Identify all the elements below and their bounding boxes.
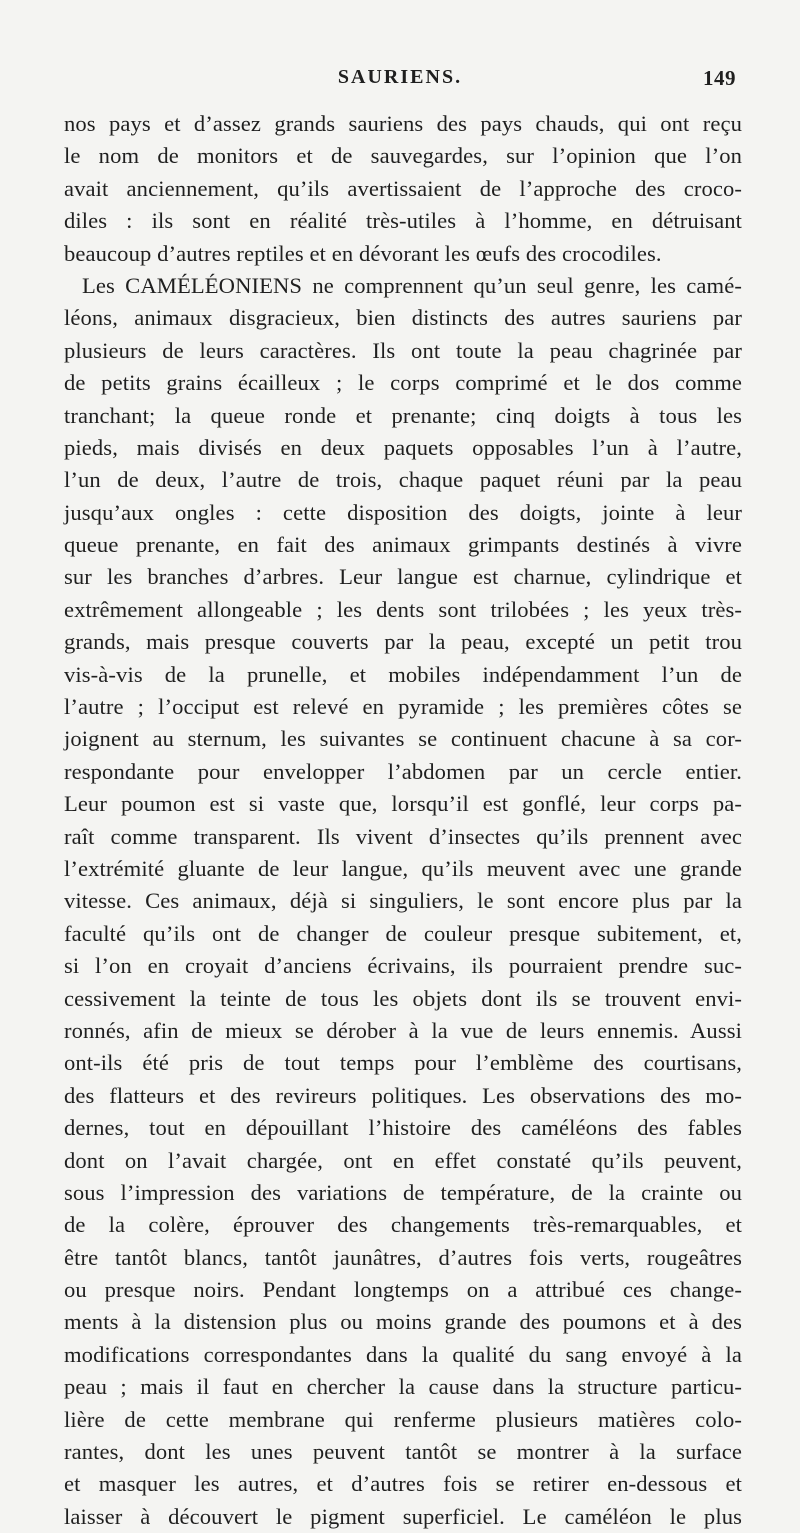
text-line: sur les branches d’arbres. Leur langue est charnue, cylindrique et <box>64 564 742 590</box>
text-line: plusieurs de leurs caractères. Ils ont toute la peau chagrinée par <box>64 337 742 363</box>
text-line: raît comme transparent. Ils vivent d’insectes qu’ils prennent avec <box>64 823 742 849</box>
text-line: tranchant; la queue ronde et prenante; cinq doigts à tous les <box>64 402 742 428</box>
text-line: de la colère, éprouver des changements très-remarquables, et <box>64 1212 742 1238</box>
text-line: ou presque noirs. Pendant longtemps on a attribué ces change- <box>64 1277 742 1303</box>
text-line: pieds, mais divisés en deux paquets opposables l’un à l’autre, <box>64 434 742 460</box>
text-line: dont on l’avait chargée, ont en effet constaté qu’ils peuvent, <box>64 1147 742 1173</box>
text-line: modifications correspondantes dans la qualité du sang envoyé à la <box>64 1341 742 1367</box>
text-line: léons, animaux disgracieux, bien distincts des autres sauriens par <box>64 305 742 331</box>
text-line: nos pays et d’assez grands sauriens des pays chauds, qui ont reçu <box>64 111 742 136</box>
text-line: le nom de monitors et de sauvegardes, sur l’opinion que l’on <box>64 143 742 169</box>
text-line: respondante pour envelopper l’abdomen par un cercle entier. <box>64 758 742 784</box>
text-line: et masquer les autres, et d’autres fois se retirer en-dessous et <box>64 1471 742 1497</box>
text-line: l’autre ; l’occiput est relevé en pyramide ; les premières côtes se <box>64 694 742 720</box>
text-line: vis-à-vis de la prunelle, et mobiles indépendamment l’un de <box>64 661 742 687</box>
text-line: extrêmement allongeable ; les dents sont trilobées ; les yeux très- <box>64 596 742 622</box>
text-line: joignent au sternum, les suivantes se continuent chacune à sa cor- <box>64 726 742 752</box>
body-text <box>64 108 742 1533</box>
text-line: jusqu’aux ongles : cette disposition des doigts, jointe à leur <box>64 499 742 525</box>
running-head <box>64 66 736 96</box>
text-line: peau ; mais il faut en chercher la cause dans la structure particu- <box>64 1374 742 1400</box>
text-line: dernes, tout en dépouillant l’histoire des caméléons des fables <box>64 1115 742 1141</box>
text-line: cessivement la teinte de tous les objets dont ils se trouvent envi- <box>64 985 742 1011</box>
text-line: beaucoup d’autres reptiles et en dévorant les œufs des crocodiles. <box>64 240 662 266</box>
text-line: vitesse. Ces animaux, déjà si singuliers, le sont encore plus par la <box>64 888 742 914</box>
text-line: si l’on en croyait d’anciens écrivains, ils pourraient prendre suc- <box>64 953 742 979</box>
paragraph-start-line: Les CAMÉLÉONIENS ne comprennent qu’un seul genre, les camé- <box>82 272 742 298</box>
text-line: rantes, dont les unes peuvent tantôt se montrer à la surface <box>64 1439 742 1465</box>
text-line: queue prenante, en fait des animaux grimpants destinés à vivre <box>64 532 742 558</box>
text-line: sous l’impression des variations de température, de la crainte ou <box>64 1179 742 1205</box>
text-line: ronnés, afin de mieux se dérober à la vue de leurs ennemis. Aussi <box>64 1017 742 1043</box>
text-line: être tantôt blancs, tantôt jaunâtres, d’autres fois verts, rougeâtres <box>64 1244 742 1270</box>
chapter-title: SAURIENS. <box>337 66 463 88</box>
page-number: 149 <box>703 66 736 90</box>
text-line: ont-ils été pris de tout temps pour l’emblème des courtisans, <box>64 1050 742 1076</box>
text-line: lière de cette membrane qui renferme plusieurs matières colo- <box>64 1406 742 1432</box>
text-line: Leur poumon est si vaste que, lorsqu’il est gonflé, leur corps pa- <box>64 791 742 817</box>
text-line: faculté qu’ils ont de changer de couleur presque subitement, et, <box>64 920 742 946</box>
text-line: de petits grains écailleux ; le corps comprimé et le dos comme <box>64 370 742 396</box>
text-line: avait anciennement, qu’ils avertissaient de l’approche des croco- <box>64 175 742 201</box>
text-line: grands, mais presque couverts par la peau, excepté un petit trou <box>64 629 742 655</box>
text-line: l’extrémité gluante de leur langue, qu’ils meuvent avec une grande <box>64 855 742 881</box>
text-line: des flatteurs et des revireurs politiques. Les observations des mo- <box>64 1082 742 1108</box>
text-line: ments à la distension plus ou moins grande des poumons et à des <box>64 1309 742 1335</box>
text-line: diles : ils sont en réalité très-utiles à l’homme, en détruisant <box>64 208 742 234</box>
text-line: l’un de deux, l’autre de trois, chaque paquet réuni par la peau <box>64 467 742 493</box>
text-line: laisser à découvert le pigment superficiel. Le caméléon le plus <box>64 1503 742 1529</box>
